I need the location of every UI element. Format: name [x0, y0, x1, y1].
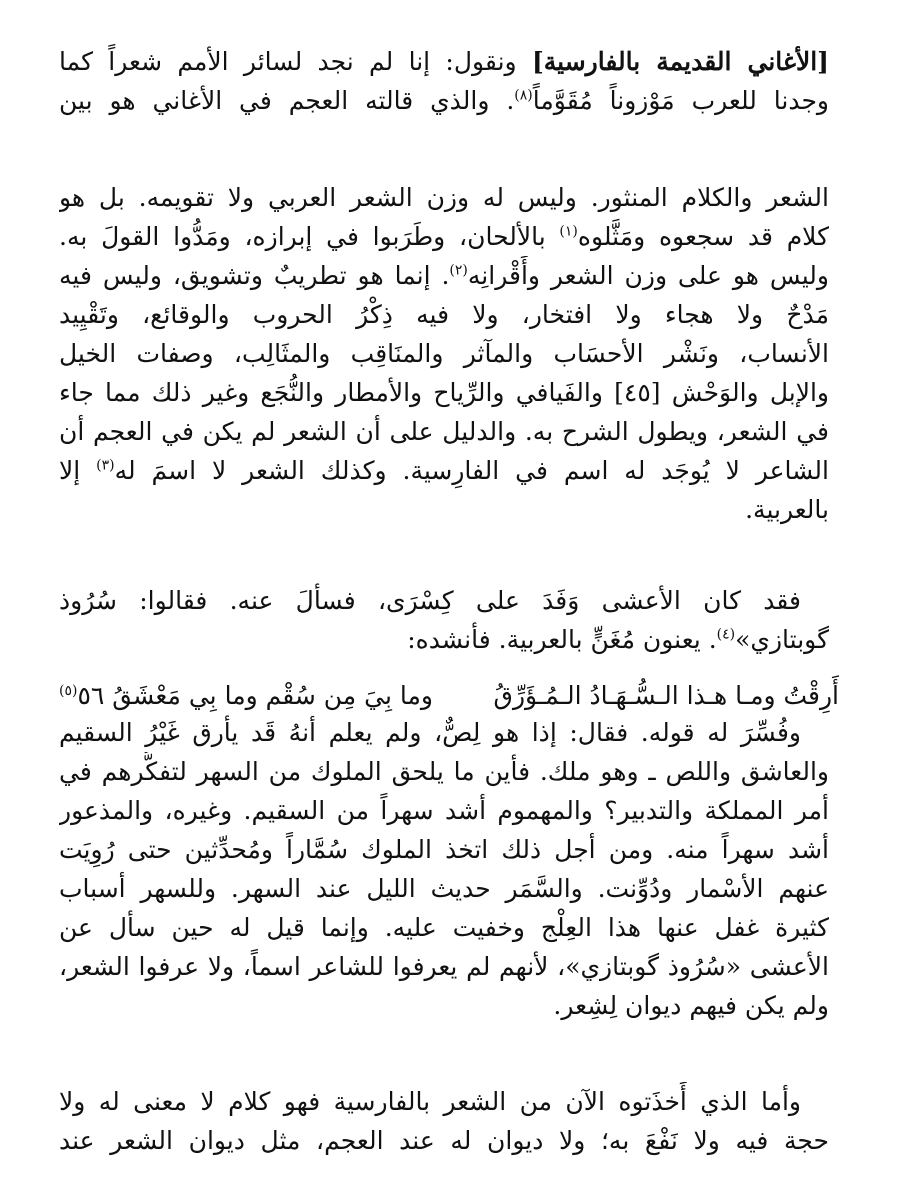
- text-line: [59, 451, 829, 490]
- line-text: كثيرة غفل عنها هذا العِلْج وخفيت عليه. وإنما قيل له حين سأل عن: [59, 913, 829, 942]
- line-text: أمر المملكة والتدبير؟ والمهموم أشد سهراً من السقيم. وغيره، والمذعور: [59, 796, 829, 825]
- line-text: الأنساب، ونَشْر الأحسَاب والمآثر والمنَاقِب والمثَالِب، وصفات الخيل: [59, 339, 829, 368]
- line-text-after: إلا: [59, 456, 97, 485]
- text-line: [59, 1121, 829, 1160]
- line-text: حجة فيه ولا نَفْعَ به؛ ولا ديوان له عند العجم، مثل ديوان الشعر عند: [59, 1126, 829, 1155]
- text-line: [59, 373, 829, 412]
- text-line: [59, 217, 829, 256]
- text-line: [59, 620, 829, 659]
- text-line: [59, 1082, 829, 1121]
- line-text: بالعربية.: [745, 495, 829, 524]
- line-text: ونقول: إنا لم نجد لسائر الأمم شعراً كما: [59, 47, 532, 76]
- line-text: وأما الذي أَخذَتوه الآن من الشعر بالفارسية فهو كلام لا معنى له ولا: [59, 1087, 801, 1116]
- text-line: [59, 334, 829, 373]
- footnote-marker: (٨): [514, 87, 533, 104]
- text-line: [59, 908, 829, 947]
- verse-second-hemistich-wrap: وما بِيَ مِن سُقْم وما بِي مَعْشَقُ ٥٦(٥): [59, 676, 433, 715]
- text-line: [59, 178, 829, 217]
- line-text: في الشعر، ويطول الشرح به. والدليل على أن الشعر لم يكن في العجم أن: [59, 417, 829, 446]
- line-text-after: . والذي قالته العجم في الأغاني هو بين: [59, 86, 515, 115]
- line-text: گوبتازي»: [735, 625, 829, 654]
- line-text: وجدنا للعرب مَوْزوناً مُقَوَّماً: [532, 86, 829, 115]
- footnote-marker: (١): [559, 223, 578, 240]
- text-line: [59, 581, 829, 620]
- text-line: [59, 490, 829, 529]
- paragraph-2: [59, 581, 829, 659]
- text-line: [59, 986, 829, 1025]
- line-text: الأعشى «سُرُوذ گوبتازي»، لأنهم لم يعرفوا للشاعر اسماً، ولا عرفوا الشعر،: [59, 952, 829, 981]
- verse-first-hemistich: أَرِقْتُ ومـا هـذا الـسُّـهَـادُ الـمُـؤَرِّقُ: [493, 681, 839, 710]
- line-text: عنهم الأسْمار ودُوِّنت. والسَّمَر حديث الليل عند السهر. وللسهر أسباب: [59, 874, 829, 903]
- text-line: [59, 791, 829, 830]
- section-heading: [الأغاني القديمة بالفارسية]: [531, 47, 829, 76]
- verse-number: ٥٦: [77, 681, 105, 710]
- text-line: [59, 713, 829, 752]
- text-line: [59, 81, 829, 120]
- text-line: [59, 947, 829, 986]
- line-text: وليس هو على وزن الشعر وأَقْرانِه: [467, 261, 829, 290]
- line-text-after: بالألحان، وطَرَبوا في إبرازه، ومَدُّوا القولَ به.: [59, 222, 560, 251]
- line-text: مَدْحٌ ولا هجاء ولا افتخار، ولا فيه ذِكْرُ الحروب والوقائع، وتَقْيِيد: [59, 300, 829, 329]
- footnote-marker: (٤): [716, 626, 736, 643]
- paragraph-1: [59, 178, 829, 529]
- text-line: [59, 752, 829, 791]
- opening-lines: [59, 42, 829, 120]
- paragraph-4: [59, 1082, 829, 1160]
- footnote-marker: (٣): [96, 457, 115, 474]
- line-text: والإبل والوَحْش [٤٥] والفَيافي والرِّياح والأمطار والنُّجَع وغير ذلك مما جاء: [59, 378, 829, 407]
- line-text: ولم يكن فيهم ديوان لِشِعر.: [553, 991, 829, 1020]
- poem-verse: [59, 676, 839, 715]
- line-text: والعاشق واللص ـ وهو ملك. فأين ما يلحق الملوك من السهر لتفكُّرهم في: [59, 757, 829, 786]
- paragraph-3: [59, 713, 829, 1025]
- text-line: [59, 869, 829, 908]
- line-text: الشاعر لا يُوجَد له اسم في الفارِسية. وكذلك الشعر لا اسمَ له: [114, 456, 829, 485]
- text-line: [59, 830, 829, 869]
- text-line: [59, 42, 829, 81]
- footnote-marker: (٢): [449, 262, 468, 279]
- text-line: [59, 295, 829, 334]
- text-line: [59, 412, 829, 451]
- line-text-after: . يعنون مُغَنٍّ بالعربية. فأنشده:: [407, 625, 717, 654]
- line-text: الشعر والكلام المنثور. وليس له وزن الشعر العربي ولا تقويمه. بل هو: [59, 183, 829, 212]
- line-text: كلام قد سجعوه ومَثَّلوه: [577, 222, 829, 251]
- line-text: وفُسِّرَ له قوله. فقال: إذا هو لِصٌّ، ولم يعلم أنهُ قَد يأرق غَيْرُ السقيم: [59, 718, 801, 747]
- line-text: أشد سهراً منه. ومن أجل ذلك اتخذ الملوك سُمَّاراً ومُحدِّثين حتى رُوِيَت: [59, 835, 829, 864]
- line-text-after: . إنما هو تطريبٌ وتشويق، وليس فيه: [59, 261, 450, 290]
- text-line: [59, 256, 829, 295]
- verse-second-hemistich: وما بِيَ مِن سُقْم وما بِي مَعْشَقُ: [112, 681, 433, 710]
- line-text: فقد كان الأعشى وَفَدَ على كِسْرَى، فسألَ عنه. فقالوا: سُرُوذ: [59, 586, 801, 615]
